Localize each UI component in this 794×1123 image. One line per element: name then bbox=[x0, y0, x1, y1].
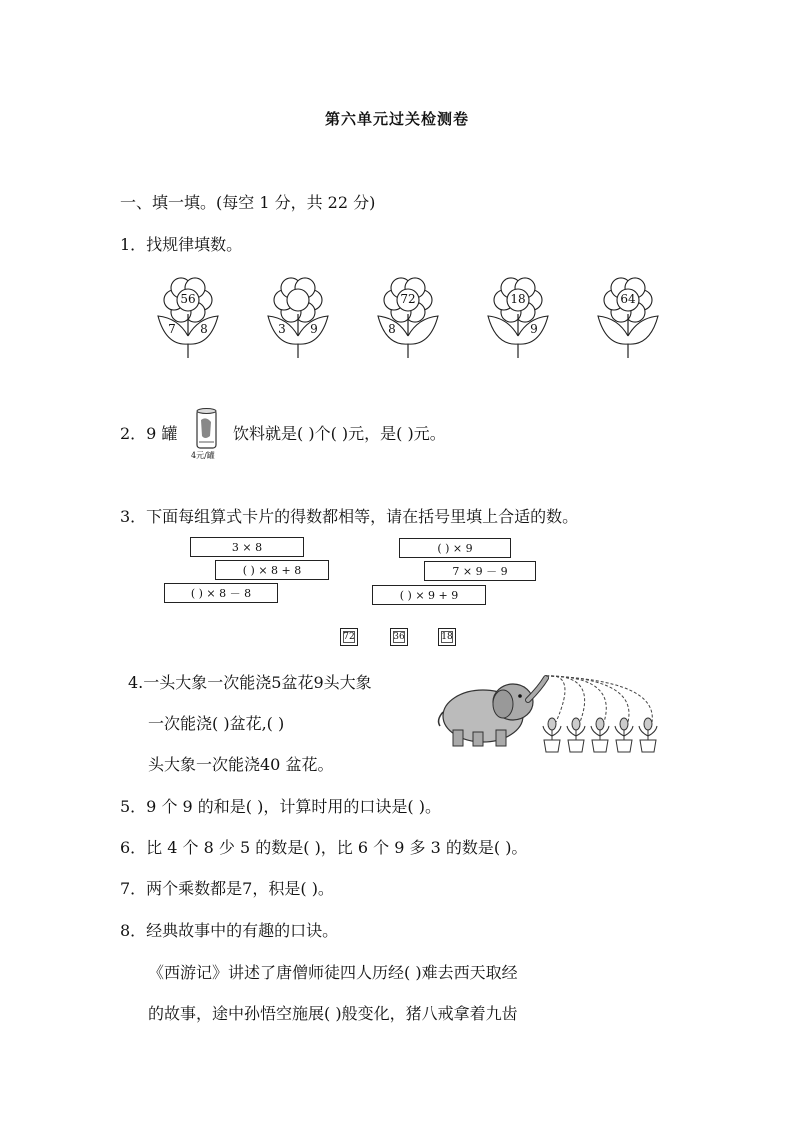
question-8-line-1: 《西游记》讲述了唐僧师徒四人历经( )难去西天取经 bbox=[148, 963, 518, 982]
question-7: 7．两个乘数都是7，积是( )。 bbox=[120, 879, 334, 898]
flower-right-leaf-number: 8 bbox=[200, 322, 208, 336]
flower bbox=[368, 266, 448, 361]
flower-right-leaf-number: 9 bbox=[530, 322, 538, 336]
question-5: 5．9 个 9 的和是( )，计算时用的口诀是( )。 bbox=[120, 797, 441, 816]
question-1-label: 1．找规律填数。 bbox=[120, 235, 243, 254]
question-8-label: 8．经典故事中的有趣的口诀。 bbox=[120, 921, 339, 940]
card-left-1: 3 × 8 bbox=[190, 537, 304, 557]
card-right-1: ( ) × 9 bbox=[399, 538, 511, 558]
card-right-2: 7 × 9 － 9 bbox=[424, 561, 536, 581]
flower-center-number: 56 bbox=[180, 292, 196, 306]
flower-left-leaf-number: 8 bbox=[388, 322, 396, 336]
price-tag: 4元/罐 bbox=[191, 451, 215, 460]
flower bbox=[148, 266, 228, 361]
question-4-line-1: 4.一头大象一次能浇5盆花9头大象 bbox=[128, 673, 372, 692]
flower bbox=[588, 266, 668, 361]
number-box: 72 bbox=[340, 628, 358, 646]
flower-center-number: 18 bbox=[510, 292, 526, 306]
flower-right-leaf-number: 9 bbox=[310, 322, 318, 336]
card-left-3: ( ) × 8 － 8 bbox=[164, 583, 278, 603]
flower-center-number: 72 bbox=[400, 292, 416, 306]
question-3-label: 3．下面每组算式卡片的得数都相等，请在括号里填上合适的数。 bbox=[120, 507, 579, 526]
drink-can-icon bbox=[193, 406, 221, 461]
elephant-watering-illustration bbox=[428, 664, 668, 764]
number-box: 36 bbox=[390, 628, 408, 646]
page-title: 第六单元过关检测卷 bbox=[324, 110, 469, 128]
question-6: 6．比 4 个 8 少 5 的数是( )，比 6 个 9 多 3 的数是( )。 bbox=[120, 838, 528, 857]
flower-center-number: 64 bbox=[620, 292, 636, 306]
flower bbox=[478, 266, 558, 361]
question-2-prefix: 2．9 罐 bbox=[120, 424, 178, 443]
question-8-line-2: 的故事，途中孙悟空施展( )般变化，猪八戒拿着九齿 bbox=[148, 1004, 518, 1023]
card-left-2: ( ) × 8 + 8 bbox=[215, 560, 329, 580]
flower-left-leaf-number: 7 bbox=[168, 322, 176, 336]
card-right-3: ( ) × 9 + 9 bbox=[372, 585, 486, 605]
question-2-text: 饮料就是( )个( )元，是( )元。 bbox=[233, 424, 446, 443]
flower bbox=[258, 266, 338, 361]
flower-left-leaf-number: 3 bbox=[278, 322, 286, 336]
section-heading: 一、填一填。(每空 1 分，共 22 分) bbox=[120, 193, 376, 212]
number-box: 18 bbox=[438, 628, 456, 646]
question-4-line-2: 一次能浇( )盆花,( ) bbox=[148, 714, 285, 733]
question-4-line-3: 头大象一次能浇40 盆花。 bbox=[148, 755, 334, 774]
